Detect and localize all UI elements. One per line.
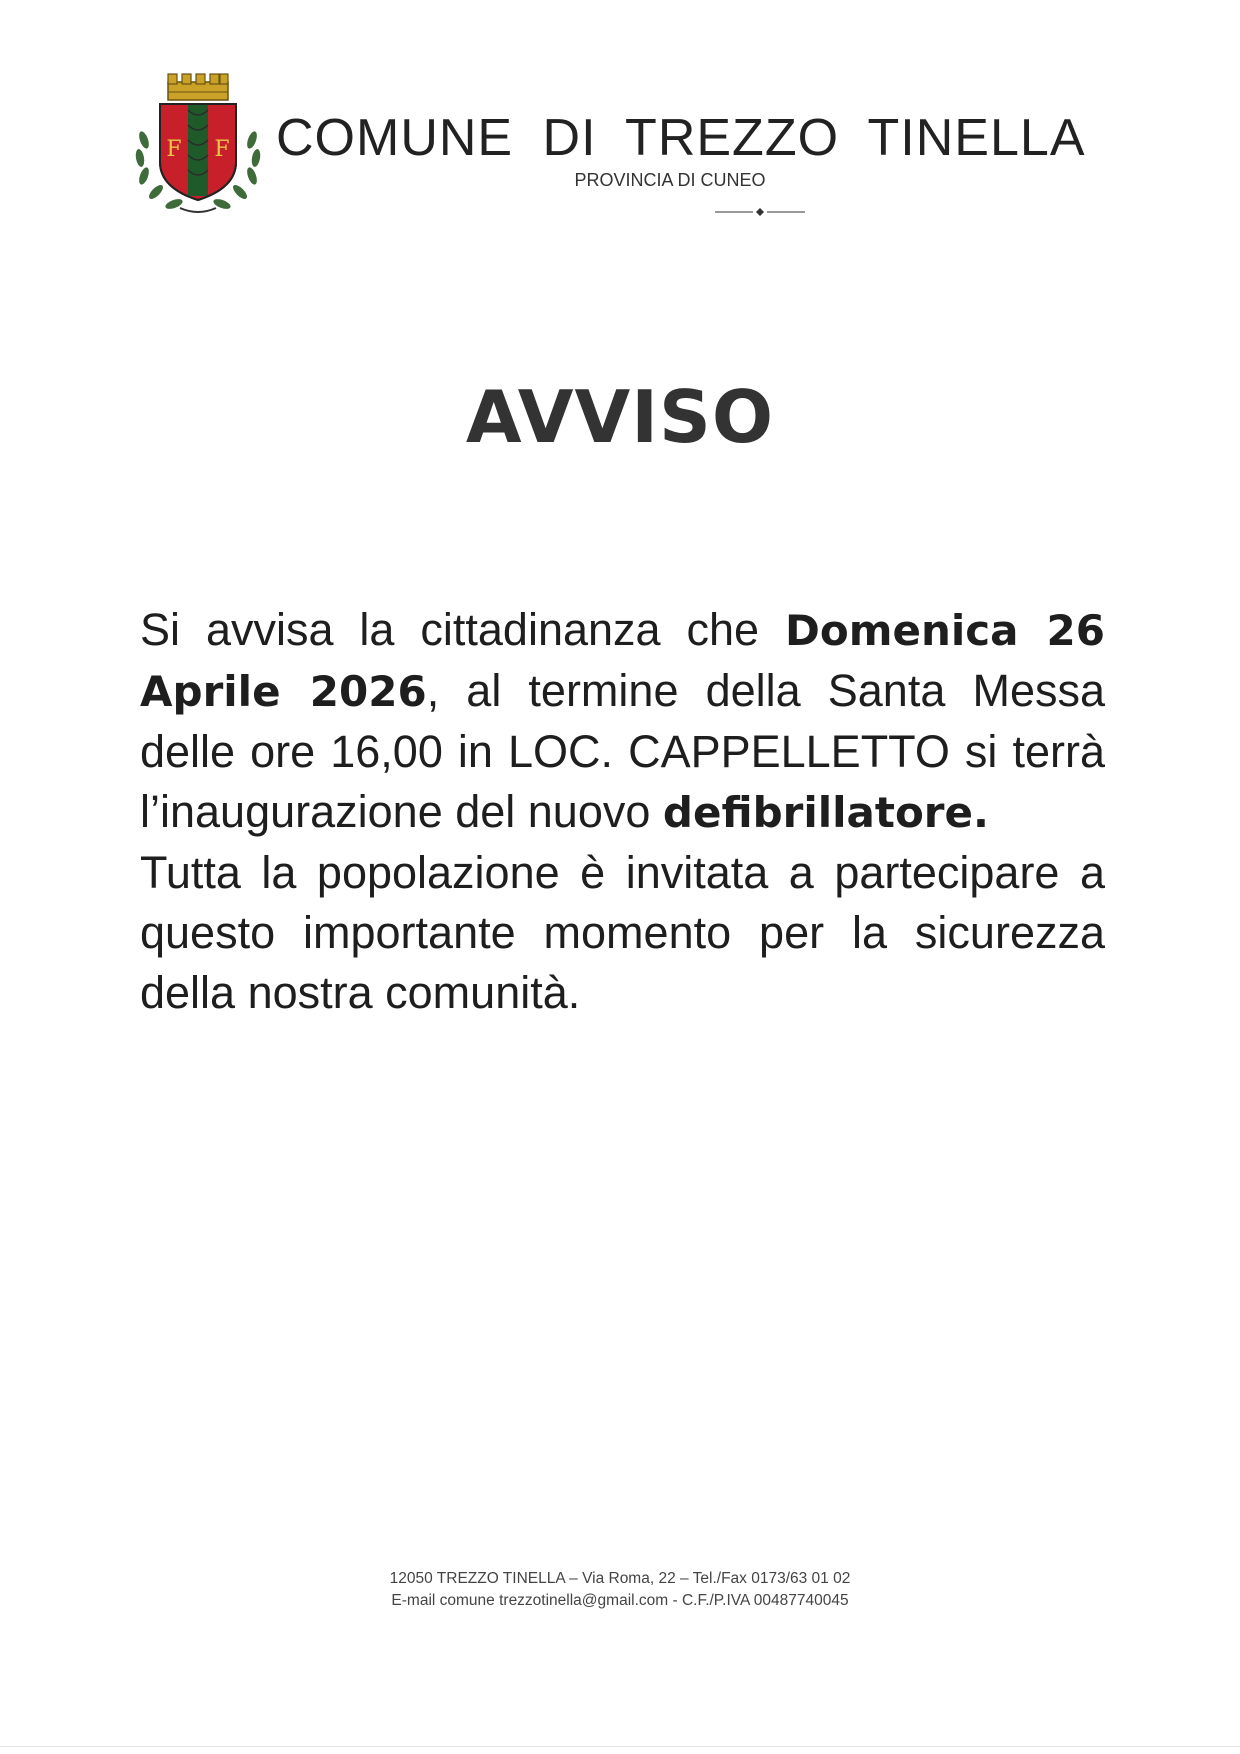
svg-text:F: F — [214, 137, 230, 162]
footer-email-tax: E-mail comune trezzotinella@gmail.com - C.F./P.IVA 00487740045 — [391, 1592, 849, 1609]
divider-ornament-icon — [715, 206, 805, 218]
invitation-paragraph: Tutta la popolazione è invitata a partecipare a questo importante momento per la sicurezza della nostra comunità. — [140, 847, 1105, 1018]
notice-body — [140, 600, 1105, 1023]
letterhead — [130, 70, 1120, 220]
defibrillator-label: defibrillatore. — [662, 788, 989, 837]
crown-icon — [168, 74, 228, 100]
event-date: Domenica 26 Aprile 2026 — [140, 606, 1105, 716]
coat-of-arms-emblem — [130, 70, 270, 220]
announcement-details: , al termine della Santa Messa delle ore 16,00 in LOC. CAPPELLETTO si terrà l’inaugurazione del nuovo — [140, 665, 1105, 837]
bottom-divider — [0, 1746, 1240, 1747]
province-name: PROVINCIA DI CUNEO — [574, 170, 766, 190]
svg-text:F: F — [166, 137, 182, 162]
municipality-name: COMUNE DI TREZZO TINELLA — [276, 109, 1086, 167]
shield-icon — [160, 104, 236, 200]
announcement-paragraph — [140, 600, 1105, 843]
footer-contacts — [0, 1568, 1240, 1612]
notice-heading: AVVISO — [465, 375, 775, 459]
footer-address: 12050 TREZZO TINELLA – Via Roma, 22 – Tel./Fax 0173/63 01 02 — [389, 1570, 851, 1587]
announcement-intro: Si avvisa la cittadinanza che — [140, 604, 785, 655]
